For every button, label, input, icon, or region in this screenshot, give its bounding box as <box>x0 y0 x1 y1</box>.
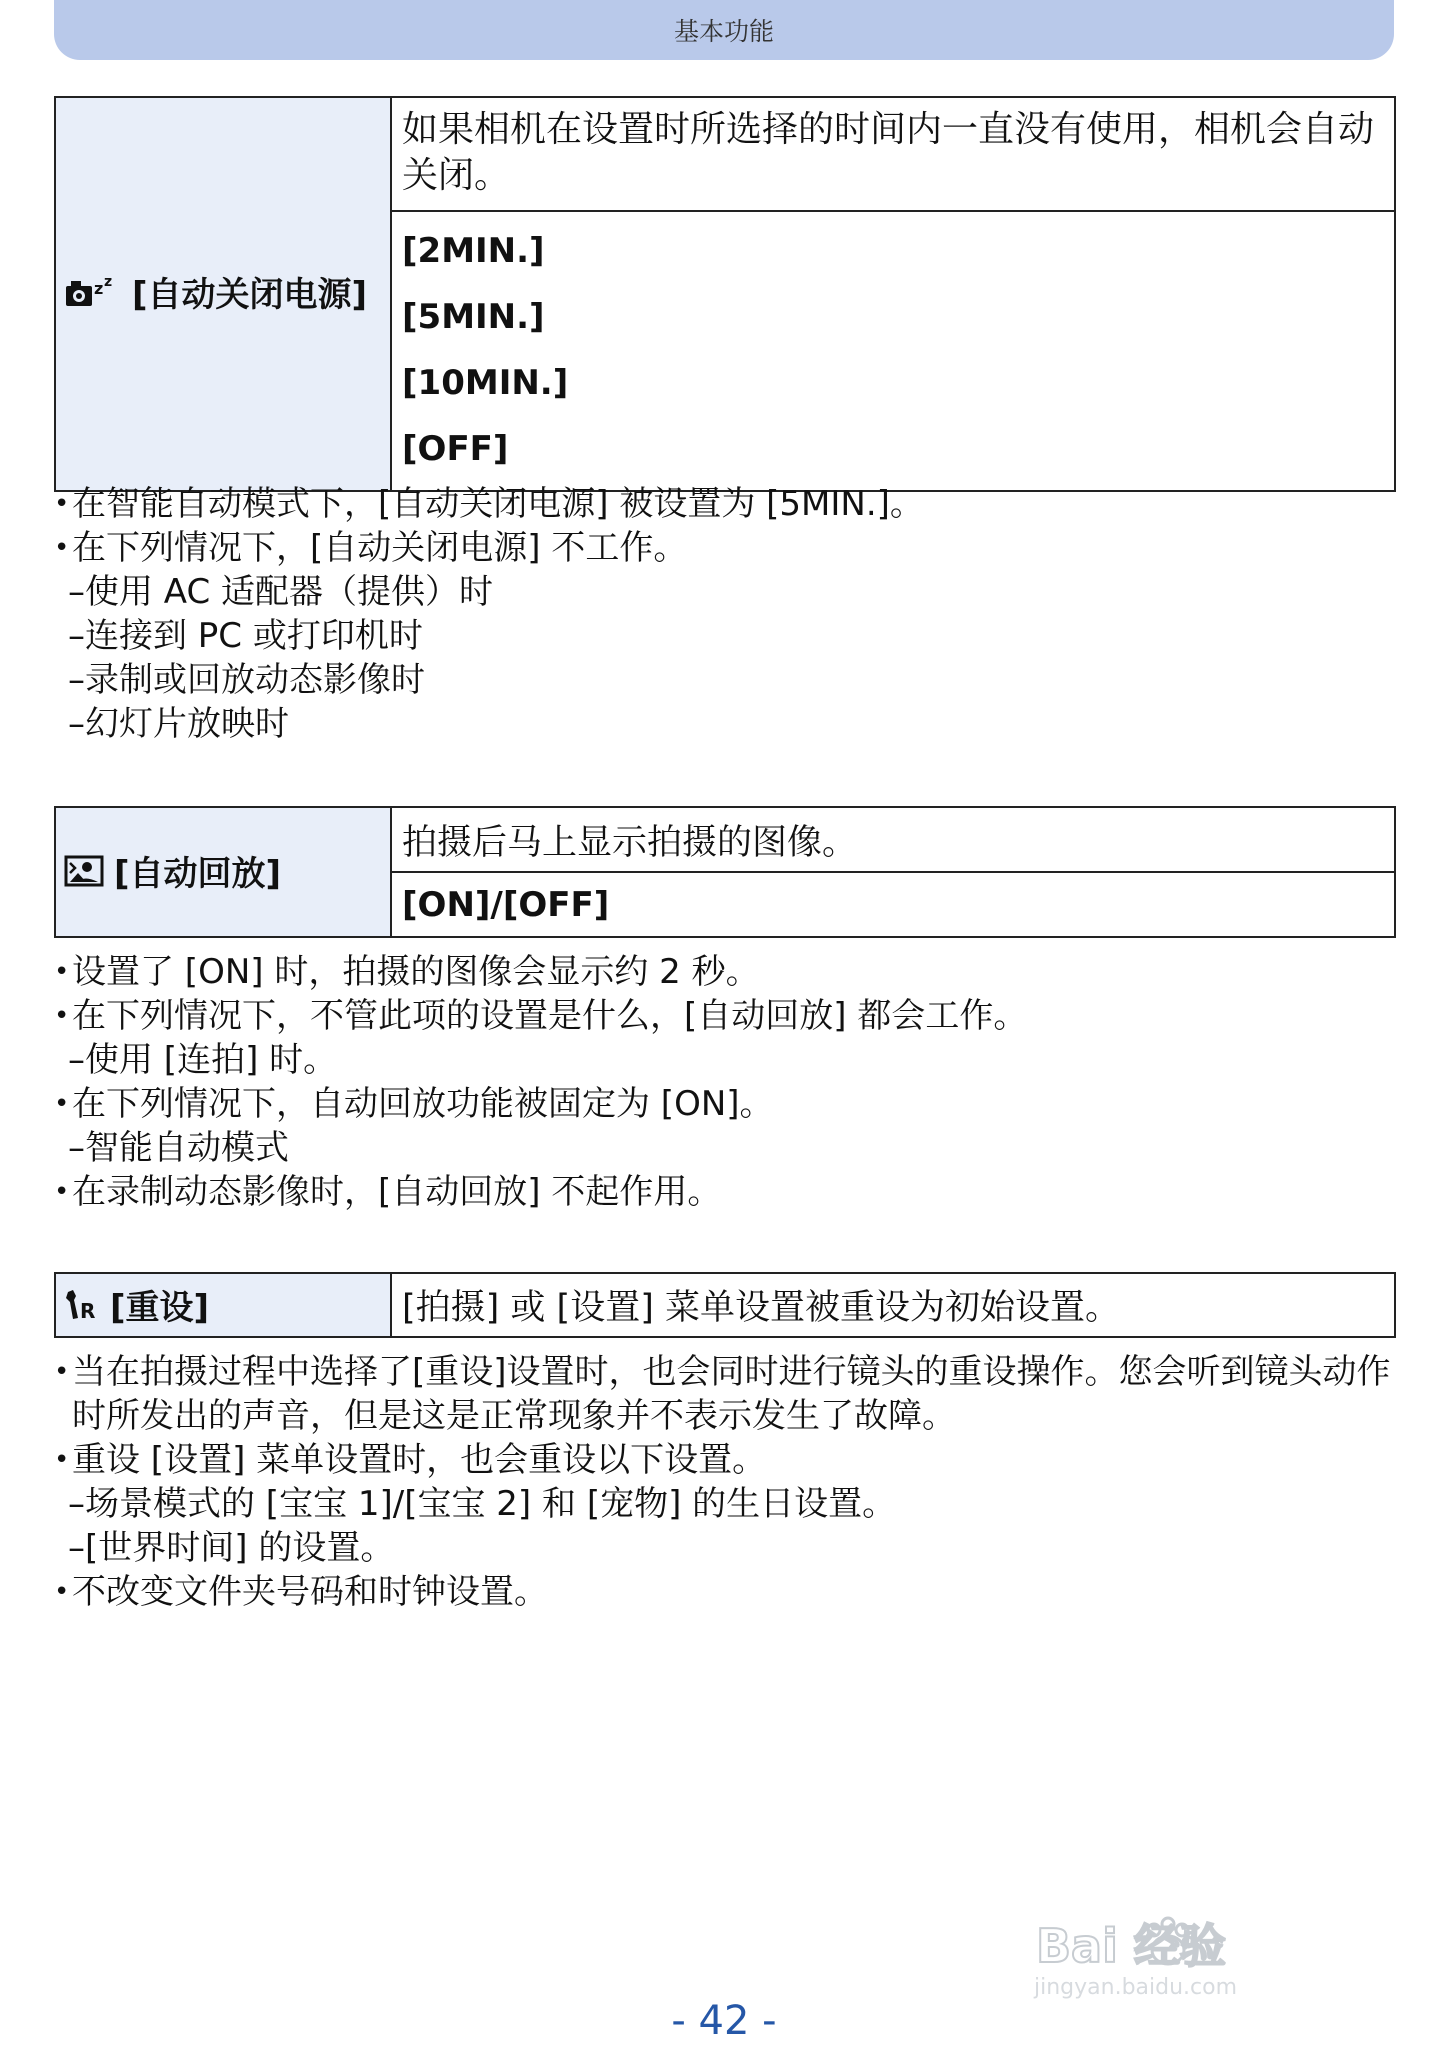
auto-review-description: 拍摄后马上显示拍摄的图像。 <box>391 807 1395 872</box>
reset-table <box>54 1272 1396 1338</box>
watermark-url: jingyan.baidu.com <box>1034 1975 1238 2000</box>
camera-sleep-icon <box>64 272 122 321</box>
note-dash: –[世界时间] 的设置。 <box>68 1528 395 1568</box>
auto-review-icon <box>64 853 104 898</box>
baidu-watermark <box>1030 1900 1360 2000</box>
auto-review-option-on-off: [ON]/[OFF] <box>391 872 1395 937</box>
svg-text:z: z <box>94 279 104 298</box>
option-10min: [10MIN.] <box>402 363 569 403</box>
option-5min: [5MIN.] <box>402 297 545 337</box>
svg-text:R: R <box>80 1298 96 1322</box>
note-bullet: • 在下列情况下，自动回放功能被固定为 [ON]。 <box>54 1082 1399 1126</box>
note-dash: –使用 [连拍] 时。 <box>68 1040 338 1080</box>
note-bullet: • 设置了 [ON] 时，拍摄的图像会显示约 2 秒。 <box>54 950 1399 994</box>
note-bullet: • 重设 [设置] 菜单设置时，也会重设以下设置。 <box>54 1438 1399 1482</box>
option-2min: [2MIN.] <box>402 231 545 271</box>
note-bullet: • 在下列情况下，[自动关闭电源] 不工作。 <box>54 526 1399 570</box>
page-header-bar <box>54 0 1394 60</box>
section-title: 基本功能 <box>673 17 774 46</box>
option-off: [OFF] <box>402 429 509 469</box>
auto-power-off-description: 如果相机在设置时所选择的时间内一直没有使用，相机会自动关闭。 <box>391 97 1395 211</box>
svg-text:z: z <box>104 274 113 290</box>
note-bullet: • 在智能自动模式下，[自动关闭电源] 被设置为 [5MIN.]。 <box>54 482 1399 526</box>
note-dash: –使用 AC 适配器（提供）时 <box>68 572 494 612</box>
auto-power-off-name-cell <box>55 97 391 491</box>
auto-review-label: [自动回放] <box>114 854 282 894</box>
reset-name-cell <box>55 1273 391 1337</box>
auto-power-off-label: [自动关闭电源] <box>132 275 368 315</box>
note-dash: –录制或回放动态影像时 <box>68 660 425 700</box>
note-bullet: • 当在拍摄过程中选择了[重设]设置时，也会同时进行镜头的重设操作。您会听到镜头动作时所发出的声音，但是这是正常现象并不表示发生了故障。 <box>54 1350 1399 1438</box>
auto-review-name-cell <box>55 807 391 937</box>
page-number: - 42 - <box>671 1998 777 2044</box>
note-dash: –连接到 PC 或打印机时 <box>68 616 423 656</box>
note-bullet: • 在录制动态影像时，[自动回放] 不起作用。 <box>54 1170 1399 1214</box>
wrench-reset-icon <box>64 1288 100 1331</box>
auto-review-table <box>54 806 1396 938</box>
note-dash: –幻灯片放映时 <box>68 704 289 744</box>
watermark-main: Bai 经验 <box>1036 1919 1226 1973</box>
note-dash: –场景模式的 [宝宝 1]/[宝宝 2] 和 [宠物] 的生日设置。 <box>68 1484 897 1524</box>
reset-label: [重设] <box>110 1287 210 1328</box>
auto-power-off-table <box>54 96 1396 492</box>
auto-power-off-options <box>391 211 1395 491</box>
auto-power-off-notes <box>54 482 1399 746</box>
auto-review-notes <box>54 950 1399 1214</box>
note-bullet: • 在下列情况下，不管此项的设置是什么，[自动回放] 都会工作。 <box>54 994 1399 1038</box>
reset-notes <box>54 1350 1399 1614</box>
note-dash: –智能自动模式 <box>68 1128 289 1168</box>
note-bullet: • 不改变文件夹号码和时钟设置。 <box>54 1570 1399 1614</box>
reset-description: [拍摄] 或 [设置] 菜单设置被重设为初始设置。 <box>391 1273 1395 1337</box>
